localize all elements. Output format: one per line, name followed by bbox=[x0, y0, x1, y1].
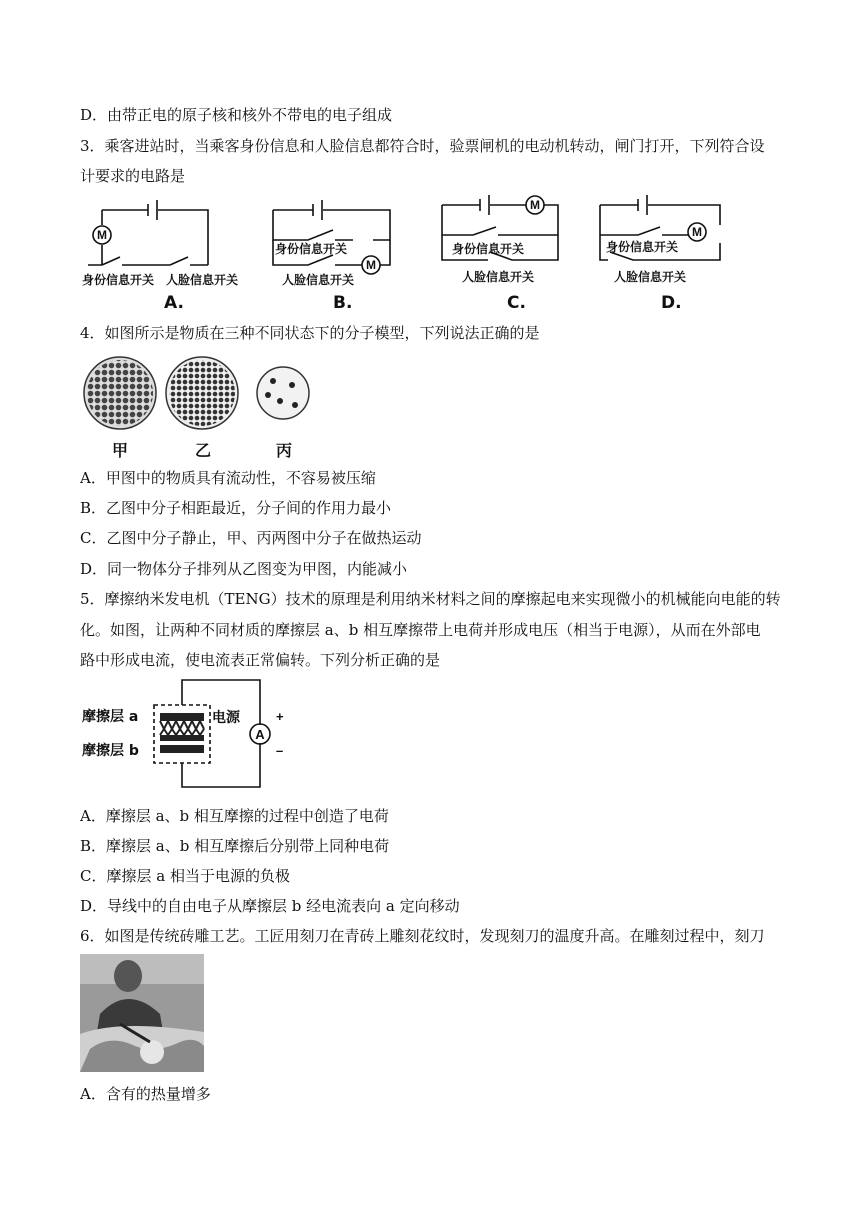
q3b-switch-id: 身份信息开关 bbox=[275, 242, 348, 256]
q5-layer-a-label: 摩擦层 a bbox=[82, 709, 139, 725]
q4-option-c: C．乙图中分子静止，甲、丙两图中分子在做热运动 bbox=[80, 529, 422, 547]
q5-stem-line2: 化。如图，让两种不同材质的摩擦层 a、b 相互摩擦带上电荷并形成电压（相当于电源），从而在外部电 bbox=[80, 621, 761, 639]
q3-stem-line1: 3．乘客进站时，当乘客身份信息和人脸信息都符合时，验票闸机的电动机转动，闸门打开，下列符合设 bbox=[80, 137, 765, 155]
q3c-motor: M bbox=[530, 198, 540, 212]
q4-label-jia: 甲 bbox=[112, 441, 129, 460]
q4-option-a: A．甲图中的物质具有流动性，不容易被压缩 bbox=[80, 469, 376, 487]
q3c-switch-id: 身份信息开关 bbox=[452, 242, 525, 256]
q3-option-b-label: B. bbox=[333, 293, 353, 313]
q6-option-a: A．含有的热量增多 bbox=[80, 1085, 211, 1103]
q3b-motor: M bbox=[366, 258, 376, 272]
q3d-motor: M bbox=[692, 225, 702, 239]
q3-option-d-label: D. bbox=[661, 293, 682, 313]
q5-option-d: D．导线中的自由电子从摩擦层 b 经电流表向 a 定向移动 bbox=[80, 897, 460, 915]
q4-label-bing: 丙 bbox=[276, 441, 293, 460]
q5-minus-sign: – bbox=[276, 743, 284, 758]
q5-option-a: A．摩擦层 a、b 相互摩擦的过程中创造了电荷 bbox=[80, 807, 389, 825]
q3b-switch-face: 人脸信息开关 bbox=[282, 273, 355, 287]
q5-option-c: C．摩擦层 a 相当于电源的负极 bbox=[80, 867, 290, 885]
q3a-switch-id: 身份信息开关 bbox=[82, 273, 155, 287]
q5-stem-line1: 5．摩擦纳米发电机（TENG）技术的原理是利用纳米材料之间的摩擦起电来实现微小的机械能向电能的转 bbox=[80, 590, 781, 608]
q3-option-c-label: C. bbox=[507, 293, 526, 313]
q6-stem: 6．如图是传统砖雕工艺。工匠用刻刀在青砖上雕刻花纹时，发现刻刀的温度升高。在雕刻过程中，刻刀 bbox=[80, 927, 765, 945]
q4-label-yi: 乙 bbox=[195, 441, 212, 460]
q6-brick-carving-photo bbox=[80, 954, 204, 1072]
bing-model bbox=[257, 367, 309, 419]
q4-option-d: D．同一物体分子排列从乙图变为甲图，内能减小 bbox=[80, 560, 408, 578]
q5-source-label: 电源 bbox=[212, 710, 240, 726]
q2-option-d: D．由带正电的原子核和核外不带电的电子组成 bbox=[80, 106, 393, 124]
q5-stem-line3: 路中形成电流，使电流表正常偏转。下列分析正确的是 bbox=[80, 651, 441, 669]
q5-ammeter-label: A bbox=[255, 727, 265, 742]
q3d-switch-face: 人脸信息开关 bbox=[614, 270, 687, 284]
q3c-switch-face: 人脸信息开关 bbox=[462, 270, 535, 284]
q3a-motor: M bbox=[97, 228, 107, 242]
q3a-switch-face: 人脸信息开关 bbox=[166, 273, 239, 287]
q5-circuit-figure bbox=[150, 675, 290, 793]
q4-stem: 4．如图所示是物质在三种不同状态下的分子模型，下列说法正确的是 bbox=[80, 324, 540, 342]
q5-option-b: B．摩擦层 a、b 相互摩擦后分别带上同种电荷 bbox=[80, 837, 390, 855]
q5-layer-b-label: 摩擦层 b bbox=[82, 743, 139, 759]
q3-option-a-label: A. bbox=[164, 293, 184, 313]
q4-option-b: B．乙图中分子相距最近，分子间的作用力最小 bbox=[80, 499, 392, 517]
q4-molecule-figure bbox=[80, 355, 310, 435]
q5-plus-sign: + bbox=[276, 709, 284, 724]
q3d-switch-id: 身份信息开关 bbox=[606, 240, 679, 254]
q3-stem-line2: 计要求的电路是 bbox=[80, 167, 186, 185]
